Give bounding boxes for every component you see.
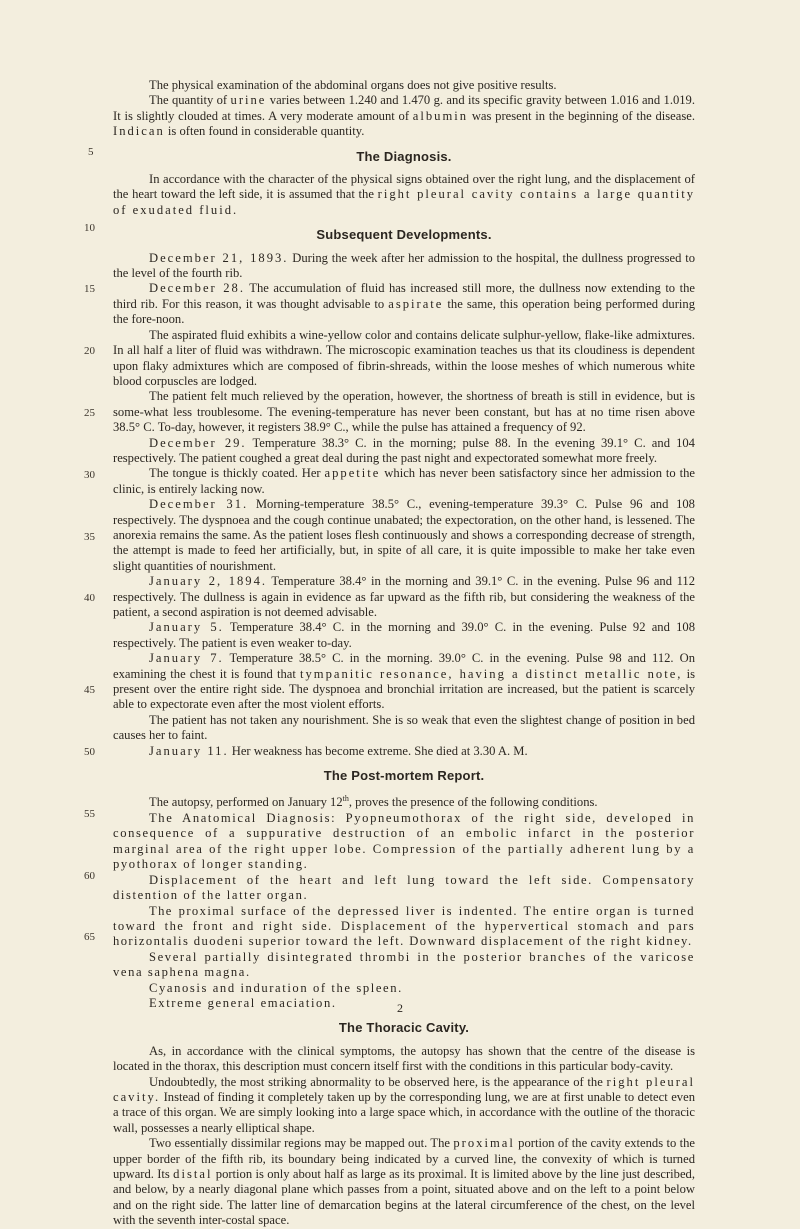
paragraph-relieved: The patient felt much relieved by the operation, however, the shortness of breath is still in evidence, but is some-what less troublesome. The evening-temperature has never been constant, but has at no time risen above 38.5° C. To-day, however, it registers 38.9° C., while the pulse has attained a frequency of 92. — [113, 389, 695, 435]
line-number-25: 25 — [84, 407, 95, 419]
entry-dec-29: December 29. Temperature 38.3° C. in the morning; pulse 88. In the evening 39.1° C. and 104 respectively. The patient coughed a great deal during the past night and expectorated somewhat more freely. — [113, 435, 695, 465]
paragraph-right-pleural-cavity: Undoubtedly, the most striking abnormality to be observed here, is the appearance of the right pleural cavity. Instead of finding it completely taken up by the corresponding lung, we are at first unable to detect even a trace of this organ. We are simply looking into a large space which, in accordance with the outline of the thoracic wall, possesses a nearly elliptical shape. — [113, 1074, 695, 1135]
paragraph-aspirated-fluid: The aspirated fluid exhibits a wine-yellow color and contains delicate sulphur-yellow, flake-like admixtures. In all half a liter of fluid was withdrawn. The microscopic examination teaches us that its cloudiness is dependent upon flaky admixtures which are composed of fibrin-shreads, within the loose meshes of which numerous white blood corpuscles are lodged. — [113, 327, 695, 388]
paragraph-emaciation: Extreme general emaciation. — [149, 995, 337, 1010]
line-number-60: 60 — [84, 870, 95, 882]
paragraph-thrombi: Several partially disintegrated thrombi in the posterior branches of the varicose vena saphena magna. — [113, 949, 695, 980]
heading-subsequent-developments: Subsequent Developments. — [316, 227, 492, 243]
line-number-10: 10 — [84, 222, 95, 234]
entry-dec-21: December 21, 1893. During the week after her admission to the hospital, the dullness progressed to the level of the fourth rib. — [113, 250, 695, 281]
paragraph-regions: Two essentially dissimilar regions may be mapped out. The proximal portion of the cavity extends to the upper border of the fifth rib, its boundary being indicated by a curved line, the convexity of which is turned upward. Its distal portion is only about half as large as its proximal. It is limited above by the line just described, and below, by a nearly diagonal plane which passes from a point, situated above and on the left to a point below and on the right side. The latter line of demarcation begins at the lateral circumference of the chest, on the level with the seventh inter-costal space. — [113, 1136, 696, 1228]
line-number-45: 45 — [84, 684, 95, 696]
paragraph-thorax-centre: As, in accordance with the clinical symptoms, the autopsy has shown that the centre of the disease is located in the thorax, this description must concern itself first with the conditions in this particular body-cavity. — [113, 1043, 695, 1074]
line-number-5: 5 — [88, 146, 94, 158]
superscript-th: th — [342, 794, 349, 804]
entry-dec-28: December 28. The accumulation of fluid has increased still more, the dullness now extending to the third rib. For this reason, it was thought advisable to aspirate the same, this operation being performed during the fore-noon. — [113, 281, 695, 327]
entry-jan-5: January 5. Temperature 38.4° C. in the morning and 39.0° C. in the evening. Pulse 92 and 108 respectively. The patient is even weaker to-day. — [113, 620, 695, 650]
entry-jan-2: January 2, 1894. Temperature 38.4° in the morning and 39.1° C. in the evening. Pulse 96 and 112 respectively. The dullness is again in evidence as far upward as the fifth rib, but considering the weakness of the patient, a second aspiration is not deemed advisable. — [113, 574, 696, 619]
line-number-35: 35 — [84, 531, 95, 543]
line-number-55: 55 — [84, 808, 95, 820]
paragraph-urine: The quantity of urine varies between 1.240 and 1.470 g. and its specific gravity between 1.016 and 1.019. It is slightly clouded at times. A very moderate amount of albumin was present in the beginning of the disease. Indican is often found in considerable quantity. — [113, 93, 696, 139]
line-number-40: 40 — [84, 592, 95, 604]
page-number: 2 — [397, 1001, 403, 1015]
paragraph-abdominal: The physical examination of the abdominal organs does not give positive results. — [149, 78, 557, 92]
paragraph-nourishment: The patient has not taken any nourishment. She is so weak that even the slightest change of position in bed causes her to faint. — [113, 712, 695, 743]
paragraph-anatomical-diagnosis: The Anatomical Diagnosis: Pyopneumothorax of the right side, developed in consequence of a suppurative destruction of an embolic infarct in the posterior marginal area of the right upper lobe. Compression of the partially adherent lung by a pyothorax of longer standing. — [113, 811, 695, 872]
paragraph-displacement-heart: Displacement of the heart and left lung toward the left side. Compensatory distention of the latter organ. — [113, 872, 695, 903]
line-number-30: 30 — [84, 469, 95, 481]
paragraph-tongue: The tongue is thickly coated. Her appetite which has never been satisfactory since her admission to the clinic, is entirely lacking now. — [113, 466, 695, 496]
entry-jan-7: January 7. Temperature 38.5° C. in the morning. 39.0° C. in the evening. Pulse 98 and 112. On examining the chest it is found that tympanitic resonance, having a distinct metallic note, is present over the entire right side. The dyspnoea and bronchial irritation are increased, but the patient is scarcely able to expectorate even after the most violent efforts. — [113, 651, 695, 712]
line-number-15: 15 — [84, 283, 95, 295]
entry-jan-11: January 11. Her weakness has become extreme. She died at 3.30 A. M. — [149, 743, 528, 758]
heading-post-mortem: The Post-mortem Report. — [323, 768, 485, 784]
heading-diagnosis: The Diagnosis. — [356, 148, 452, 164]
paragraph-liver: The proximal surface of the depressed liver is indented. The entire organ is turned toward the front and right side. Displacement of the hypervertical stomach and pars horizontalis duodeni superior toward the left. Downward displacement of the right kidney. — [113, 903, 695, 949]
paragraph-diagnosis: In accordance with the character of the physical signs obtained over the right lung, and the displacement of the heart toward the left side, it is assumed that the right pleural cavity contains a large quantity of exudated fluid. — [113, 172, 695, 217]
entry-dec-31: December 31. Morning-temperature 38.5° C., evening-temperature 39.3° C. Pulse 96 and 108 respectively. The dyspnoea and the cough continue unabated; the expectoration, on the other hand, is lessened. The anorexia remains the same. As the patient loses flesh continuously and shows a corresponding decrease of strength, the attempt is made to feed her artificially, but, in spite of all care, it is quite impossible to make her take even slight quantities of nourishment. — [113, 497, 695, 573]
heading-thoracic-cavity: The Thoracic Cavity. — [338, 1020, 470, 1036]
line-number-20: 20 — [84, 345, 95, 357]
paragraph-spleen: Cyanosis and induration of the spleen. — [149, 980, 403, 995]
main-text — [113, 78, 695, 1229]
line-number-65: 65 — [84, 931, 95, 943]
paragraph-autopsy: The autopsy, performed on January 12th, proves the presence of the following conditions. — [149, 794, 598, 810]
line-number-50: 50 — [84, 746, 95, 758]
